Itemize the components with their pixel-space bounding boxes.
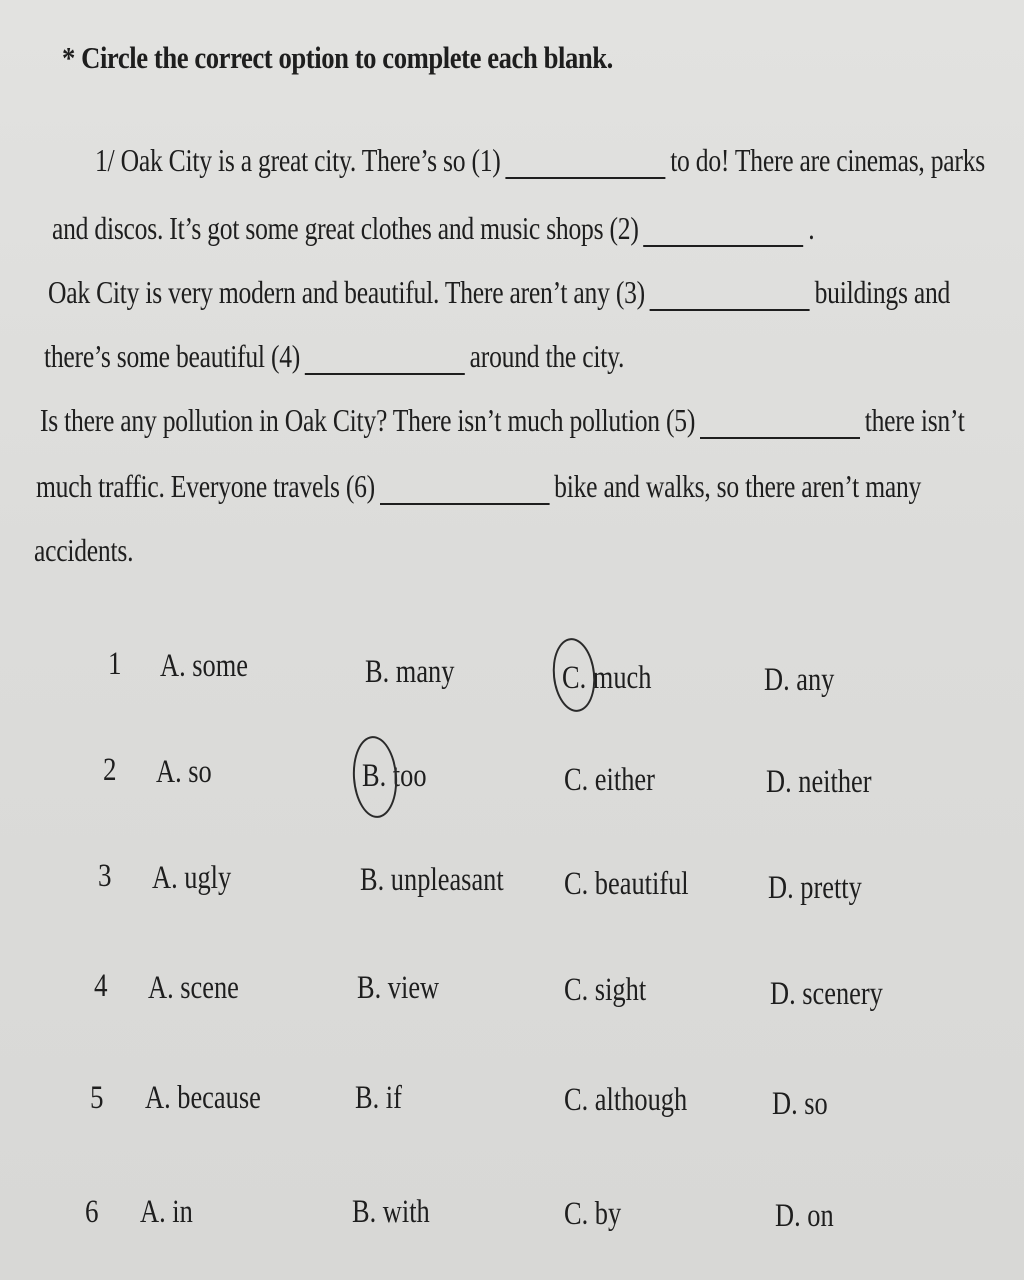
passage-line-6 (36, 468, 921, 505)
question-number: 6 (85, 1194, 99, 1230)
option-d[interactable]: D. pretty (768, 870, 862, 906)
option-c[interactable]: C. by (564, 1196, 622, 1232)
passage-line-5 (40, 402, 965, 439)
blank-5 (700, 403, 860, 439)
blank-3 (650, 275, 810, 311)
option-a[interactable]: A. because (145, 1080, 261, 1116)
option-a[interactable]: A. in (140, 1194, 193, 1230)
passage-text: accidents. (34, 532, 134, 568)
option-a[interactable]: A. ugly (152, 860, 232, 896)
question-number: 3 (98, 858, 112, 894)
passage-text: Is there any pollution in Oak City? There isn’t much pollution (5) (40, 402, 696, 438)
option-b[interactable]: B. many (365, 654, 455, 690)
question-number: 4 (94, 968, 108, 1004)
option-d[interactable]: D. so (772, 1086, 828, 1122)
question-number: 2 (103, 752, 117, 788)
blank-6 (380, 469, 550, 505)
passage-text: 1/ Oak City is a great city. There’s so (1) (95, 142, 501, 178)
question-number: 5 (90, 1080, 104, 1116)
passage-text: to do! There are cinemas, parks (670, 142, 985, 178)
passage-text: around the city. (469, 338, 625, 374)
option-a[interactable]: A. so (156, 754, 212, 790)
option-d[interactable]: D. scenery (770, 976, 883, 1012)
option-c[interactable]: C. sight (564, 972, 647, 1008)
passage-line-4 (44, 338, 624, 375)
option-b[interactable]: B. if (355, 1080, 402, 1116)
option-b[interactable]: B. unpleasant (360, 862, 504, 898)
passage-line-3 (48, 274, 950, 311)
option-b[interactable]: B. with (352, 1194, 430, 1230)
option-c[interactable]: C. although (564, 1082, 688, 1118)
option-a[interactable]: A. some (160, 648, 248, 684)
passage-line-1 (95, 142, 985, 179)
passage-text: and discos. It’s got some great clothes and music shops (2) (52, 210, 639, 246)
option-c[interactable]: C. beautiful (564, 866, 689, 902)
option-d[interactable]: D. neither (766, 764, 872, 800)
option-a[interactable]: A. scene (148, 970, 239, 1006)
blank-2 (643, 211, 803, 247)
passage-text: there isn’t (864, 402, 965, 438)
option-b[interactable]: B. view (357, 970, 440, 1006)
passage-line-7 (34, 532, 133, 569)
blank-1 (505, 143, 665, 179)
passage-text: bike and walks, so there aren’t many (554, 468, 922, 504)
blank-4 (305, 339, 465, 375)
passage-text: . (808, 210, 815, 246)
option-c[interactable]: C. either (564, 762, 655, 798)
passage-line-2 (52, 210, 814, 247)
option-d[interactable]: D. any (764, 662, 835, 698)
question-number: 1 (108, 646, 122, 682)
passage-text: there’s some beautiful (4) (44, 338, 301, 374)
option-c[interactable]: C. much (562, 660, 652, 696)
passage-text: Oak City is very modern and beautiful. There aren’t any (3) (48, 274, 645, 310)
instruction-heading: * Circle the correct option to complete each blank. (62, 40, 613, 75)
option-d[interactable]: D. on (775, 1198, 834, 1234)
passage-text: buildings and (814, 274, 951, 310)
option-b[interactable]: B. too (362, 758, 427, 794)
passage-text: much traffic. Everyone travels (6) (36, 468, 375, 504)
